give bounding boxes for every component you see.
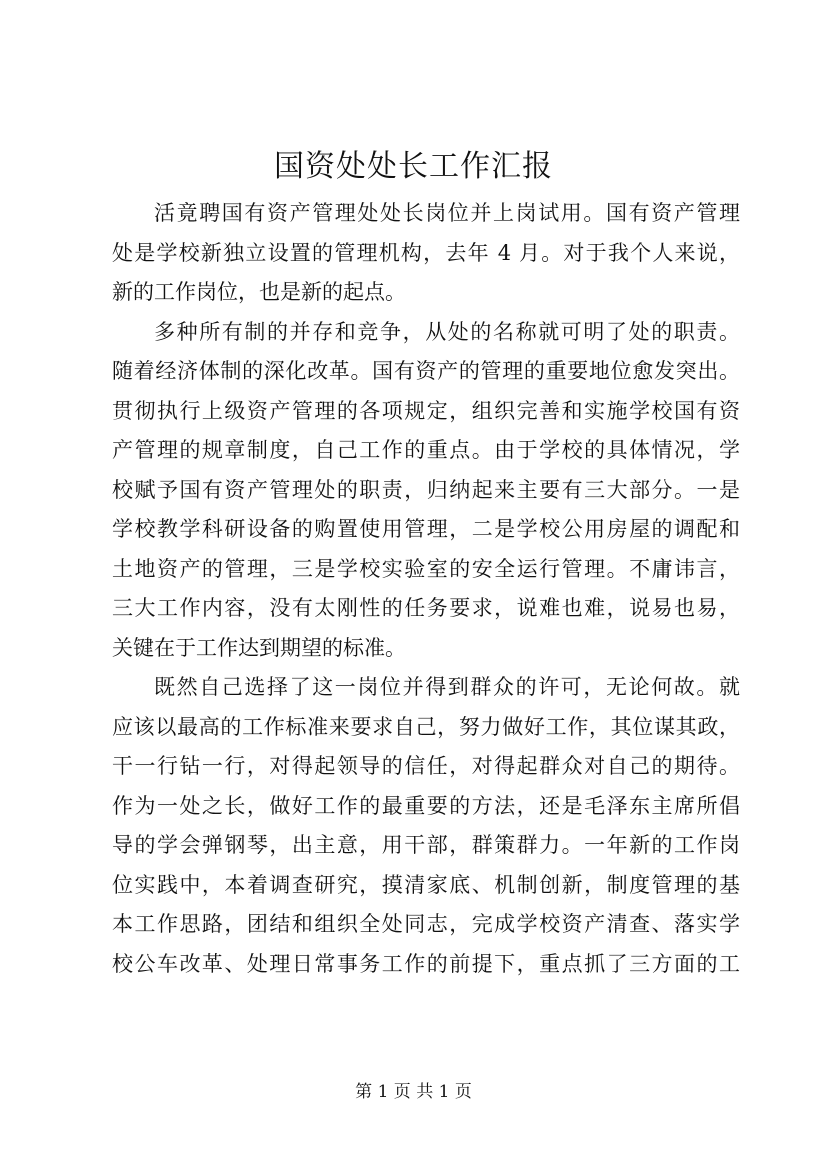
text-line: 既然自己选择了这一岗位并得到群众的许可，无论何故。就 [154,675,740,699]
text-line: 土地资产的管理，三是学校实验室的安全运行管理。不庸讳言， [112,556,740,581]
text-line: 位实践中，本着调查研究，摸清家底、机制创新，制度管理的基 [112,872,740,897]
text-line: 随着经济体制的深化改革。国有资产的管理的重要地位愈发突出。 [112,359,740,383]
text-line: 贯彻执行上级资产管理的各项规定，组织完善和实施学校国有资 [112,398,740,423]
text-line: 新的工作岗位，也是新的起点。 [112,280,406,304]
text-line: 学校教学科研设备的购置使用管理，二是学校公用房屋的调配和 [112,517,740,541]
document-title: 国资处处长工作汇报 [274,149,553,184]
text-line: 校赋予国有资产管理处的职责，归纳起来主要有三大部分。一是 [112,477,740,502]
text-line: 产管理的规章制度，自己工作的重点。由于学校的具体情况，学 [112,438,740,462]
text-line: 关键在于工作达到期望的标准。 [112,635,406,660]
text-line: 处是学校新独立设置的管理机构，去年 4 月。对于我个人来说， [112,240,740,265]
text-line: 干一行钻一行，对得起领导的信任，对得起群众对自己的期待。 [112,754,740,778]
document-body [112,194,740,984]
text-line: 本工作思路，团结和组织全处同志，完成学校资产清查、落实学 [112,912,740,936]
text-line: 三大工作内容，没有太刚性的任务要求，说难也难，说易也易， [112,596,740,620]
page-footer: 第 1 页 共 1 页 [355,1082,472,1102]
text-line: 应该以最高的工作标准来要求自己，努力做好工作，其位谋其政， [112,714,740,739]
text-line: 多种所有制的并存和竞争，从处的名称就可明了处的职责。 [154,319,740,344]
text-line: 作为一处之长，做好工作的最重要的方法，还是毛泽东主席所倡 [112,793,740,818]
text-line: 导的学会弹钢琴，出主意，用干部，群策群力。一年新的工作岗 [112,833,740,857]
text-line: 活竟聘国有资产管理处处长岗位并上岗试用。国有资产管理 [154,201,740,225]
text-line: 校公车改革、处理日常事务工作的前提下，重点抓了三方面的工 [112,951,740,976]
